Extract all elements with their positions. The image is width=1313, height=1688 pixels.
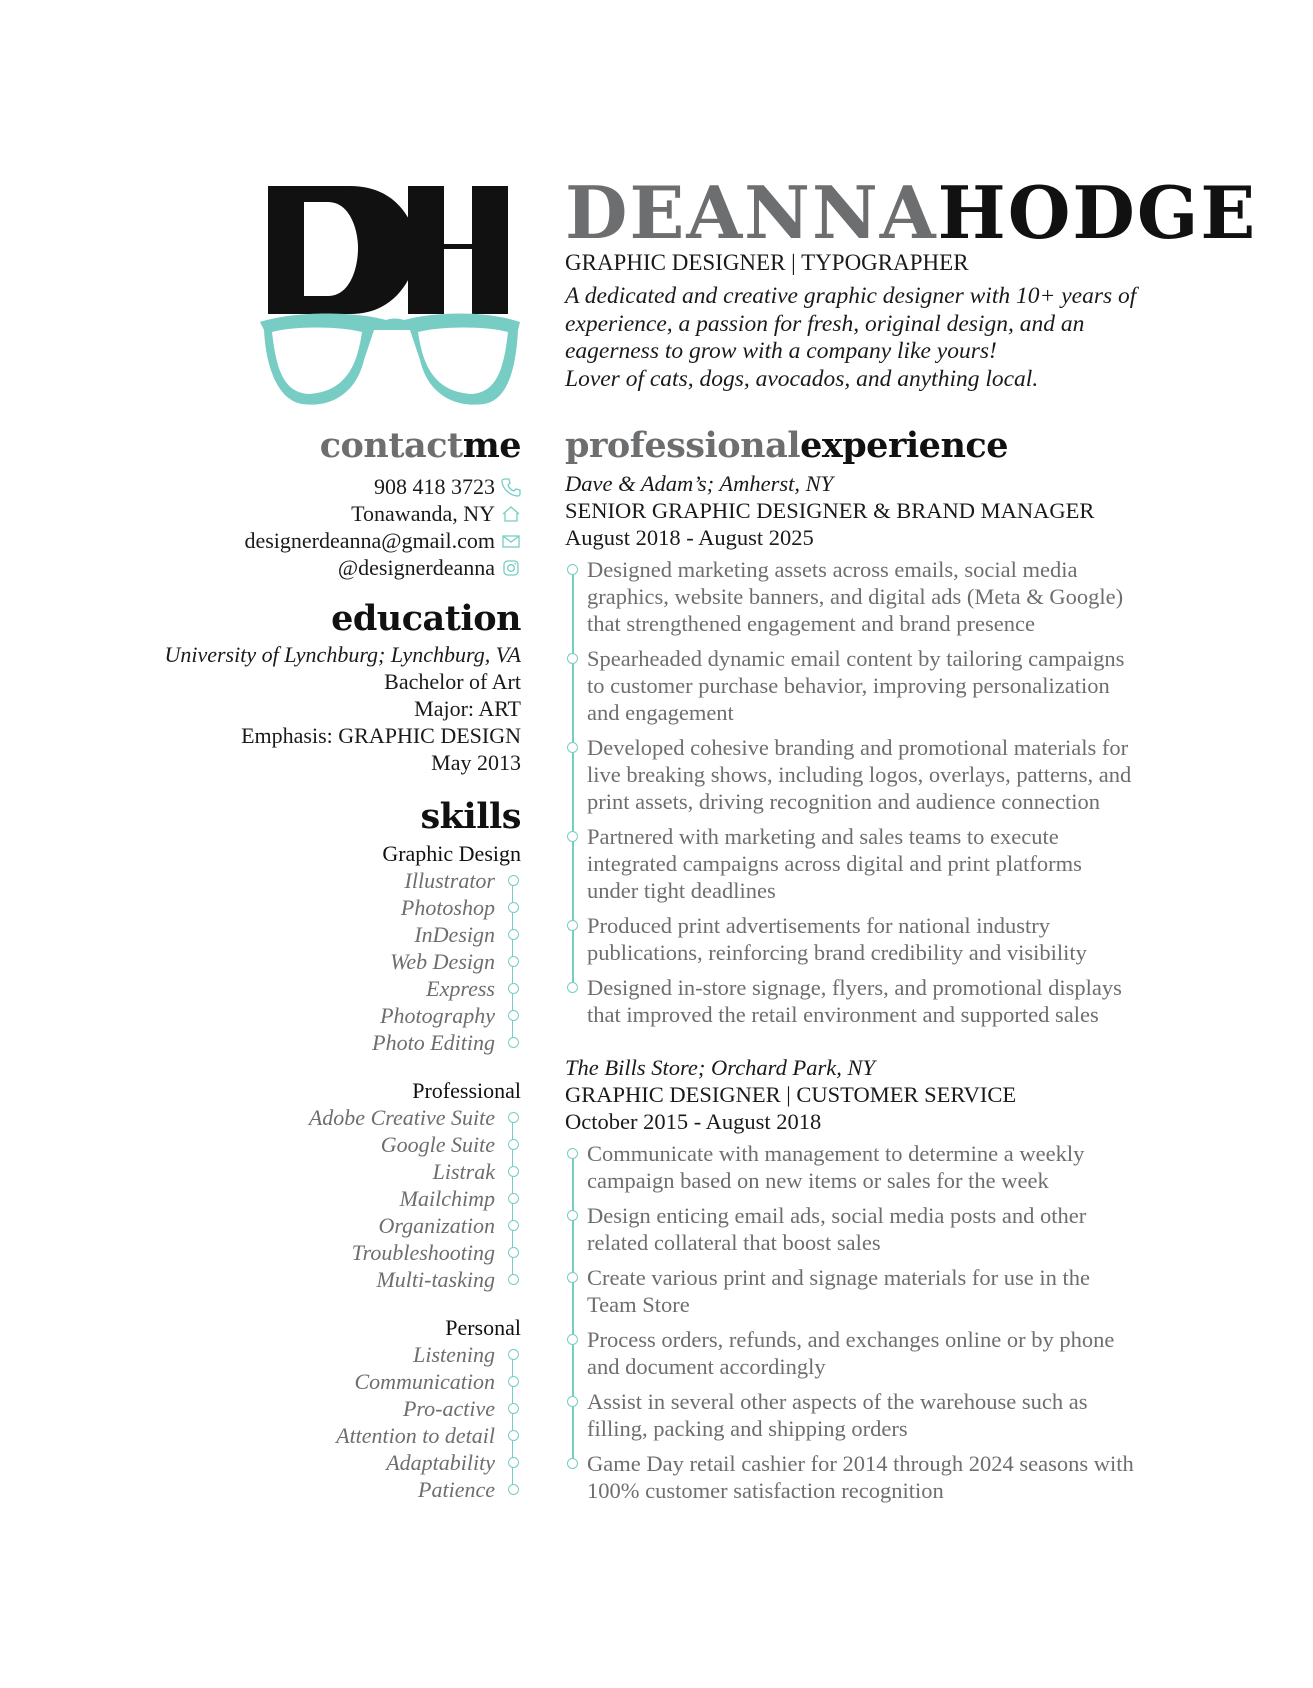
skills-heading [420, 795, 521, 839]
skill-item: Photography [372, 1002, 495, 1029]
job-company: The Bills Store; Orchard Park, NY [565, 1055, 875, 1080]
job-entry [565, 1054, 1245, 1512]
full-name [565, 168, 1257, 258]
summary-line: eagerness to grow with a company like yours! [565, 338, 997, 364]
experience-heading [565, 424, 1008, 468]
skill-item: Mailchimp [309, 1185, 495, 1212]
skill-group-title: Graphic Design [382, 841, 521, 866]
job-role: SENIOR GRAPHIC DESIGNER & BRAND MANAGER [565, 498, 1095, 523]
experience-heading-a: professional [565, 425, 801, 466]
instagram-icon [501, 558, 521, 578]
skill-item: Troubleshooting [309, 1239, 495, 1266]
skill-item: Photo Editing [372, 1030, 495, 1055]
glasses-logo-icon [258, 180, 520, 410]
phone-text: 908 418 3723 [374, 473, 495, 499]
job-bullet: Create various print and signage materials for use in the Team Store [587, 1264, 1245, 1318]
skill-list [336, 1341, 521, 1503]
skill-group-graphic-design [372, 840, 521, 1056]
job-bullet: Designed in-store signage, flyers, and promotional displays that improved the retail environment and supported sales [587, 974, 1245, 1028]
contact-heading-a: contact [319, 425, 463, 466]
skill-list [372, 867, 521, 1056]
skill-group-professional [309, 1077, 521, 1293]
job-title: GRAPHIC DESIGNER | TYPOGRAPHER [565, 250, 969, 275]
job-bullet: Communicate with management to determine a weekly campaign based on new items or sales for the week [587, 1140, 1245, 1194]
major: Major: ART [414, 696, 521, 721]
job-role: GRAPHIC DESIGNER | CUSTOMER SERVICE [565, 1082, 1017, 1107]
contact-instagram[interactable] [244, 554, 521, 581]
summary-line: experience, a passion for fresh, original design, and an [565, 310, 1085, 337]
job-entry [565, 470, 1245, 1036]
contact-phone[interactable] [244, 473, 521, 500]
job-bullets [565, 1140, 1245, 1504]
summary-line: Lover of cats, dogs, avocados, and anything local. [565, 365, 1039, 392]
skill-item: Illustrator [372, 867, 495, 894]
instagram-text: @designerdeanna [337, 554, 495, 580]
skill-item: Attention to detail [336, 1423, 495, 1448]
contact-list [244, 473, 521, 581]
job-bullet: Game Day retail cashier for 2014 through 2024 seasons with 100% customer satisfaction recognition [587, 1450, 1245, 1504]
skill-group-title: Professional [412, 1078, 521, 1103]
skills-heading-text: skills [420, 796, 521, 837]
last-name: HODGE [937, 170, 1258, 255]
skill-item: Photoshop [372, 894, 495, 921]
school: University of Lynchburg; Lynchburg, VA [164, 642, 521, 667]
education-heading [331, 597, 521, 641]
skill-item: Google Suite [309, 1131, 495, 1158]
skill-item: Web Design [372, 948, 495, 975]
education-heading-text: education [331, 598, 521, 639]
skill-item: Pro-active [336, 1395, 495, 1422]
graduation-date: May 2013 [431, 750, 521, 775]
skill-item: Listening [336, 1341, 495, 1368]
job-bullet: Produced print advertisements for national industry publications, reinforcing brand credibility and visibility [587, 912, 1245, 966]
skill-item: Adaptability [336, 1449, 495, 1476]
contact-email[interactable] [244, 527, 521, 554]
job-bullet: Partnered with marketing and sales teams to execute integrated campaigns across digital and print platforms under tight deadlines [587, 823, 1245, 904]
phone-icon [501, 477, 521, 497]
job-bullet: Spearheaded dynamic email content by tailoring campaigns to customer purchase behavior, improving personalization and engagement [587, 645, 1245, 726]
emphasis: Emphasis: GRAPHIC DESIGN [241, 723, 521, 748]
skill-group-title: Personal [445, 1315, 521, 1340]
mail-icon [501, 531, 521, 551]
job-bullets [565, 556, 1245, 1028]
job-dates: August 2018 - August 2025 [565, 525, 814, 550]
job-bullet: Design enticing email ads, social media posts and other related collateral that boost sales [587, 1202, 1245, 1256]
home-icon [501, 504, 521, 524]
skill-item: Adobe Creative Suite [308, 1105, 495, 1130]
skill-item: Patience [336, 1476, 495, 1503]
first-name: DEANNA [565, 170, 938, 255]
degree: Bachelor of Art [384, 669, 521, 694]
job-bullet: Developed cohesive branding and promotional materials for live breaking shows, including logos, overlays, patterns, and print assets, driving recognition and audience connection [587, 734, 1245, 815]
education-details [164, 641, 521, 776]
job-company: Dave & Adam’s; Amherst, NY [565, 471, 834, 496]
experience-heading-b: experience [800, 425, 1008, 466]
summary-line: A dedicated and creative graphic designer with 10+ years of [565, 283, 1137, 309]
skill-item: Communication [336, 1368, 495, 1395]
skill-item: InDesign [372, 921, 495, 948]
job-dates: October 2015 - August 2018 [565, 1109, 822, 1134]
summary [565, 283, 1225, 393]
skill-group-personal [336, 1314, 521, 1503]
skill-list [309, 1104, 521, 1293]
contact-heading [320, 424, 521, 468]
job-bullet: Designed marketing assets across emails, social media graphics, website banners, and digital ads (Meta & Google) that strengthened engagement and brand presence [587, 556, 1245, 637]
skill-item: Multi-tasking [309, 1266, 495, 1293]
skill-item: Express [372, 975, 495, 1002]
contact-heading-b: me [462, 425, 521, 466]
dh-monogram-logo [258, 180, 520, 410]
contact-location [244, 500, 521, 527]
job-bullet: Process orders, refunds, and exchanges online or by phone and document accordingly [587, 1326, 1245, 1380]
location-text: Tonawanda, NY [351, 500, 495, 526]
skill-item: Listrak [309, 1158, 495, 1185]
job-bullet: Assist in several other aspects of the warehouse such as filling, packing and shipping orders [587, 1388, 1245, 1442]
email-text: designerdeanna@gmail.com [244, 527, 495, 553]
skill-item: Organization [309, 1212, 495, 1239]
